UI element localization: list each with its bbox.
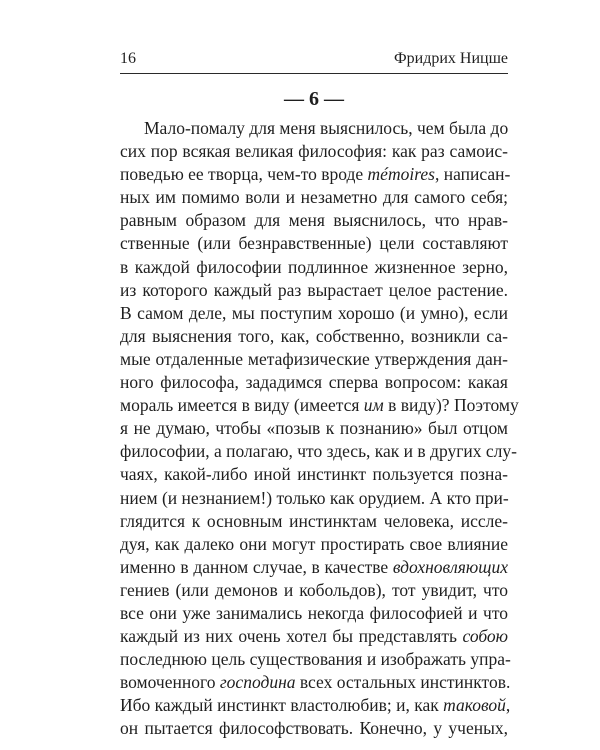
text-line: ного философа, зададимся сперва вопросом: какая xyxy=(120,372,508,393)
text-line: из которого каждый раз вырастает целое растение. xyxy=(120,279,508,300)
text-line: он пытается философствовать. Конечно, у ученых, xyxy=(120,718,508,739)
text-line: равным образом для меня выяснилось, что нрав- xyxy=(120,210,508,231)
text-line xyxy=(120,671,511,694)
italic-term: mémoires xyxy=(367,164,435,185)
text-line: Мало-помалу для меня выяснилось, чем была до xyxy=(144,118,509,138)
text-segment: всех остальных инстинктов. xyxy=(295,672,511,693)
running-title: Фридрих Ницше xyxy=(393,50,508,67)
text-line: сих пор всякая великая философия: как раз самоис- xyxy=(120,141,508,162)
text-segment: в виду)? Поэтому xyxy=(383,395,519,416)
italic-term: им xyxy=(363,395,384,416)
text-line: я не думаю, чтобы «позыв к познанию» был отцом xyxy=(120,418,508,439)
running-header xyxy=(120,46,508,72)
text-line: последнюю цель существования и изображать упра- xyxy=(120,649,511,670)
italic-term: вдохновляющих xyxy=(392,556,508,577)
text-segment: мораль имеется в виду (имеется xyxy=(120,395,364,416)
text-segment: , xyxy=(505,695,511,716)
text-segment: каждый из них очень хотел бы представлять xyxy=(120,626,463,647)
text-line: мые отдаленные метафизические утверждения дан- xyxy=(120,348,508,369)
page-number: 16 xyxy=(120,50,136,67)
text-line: философии, а полагаю, что здесь, как и в других слу- xyxy=(120,441,517,462)
text-line: В самом деле, мы поступим хорошо (и умно), если xyxy=(120,302,508,323)
text-segment: поведью ее творца, чем-то вроде xyxy=(120,164,368,185)
text-line: гениев (или демонов и кобольдов), тот увидит, что xyxy=(120,579,508,600)
text-line: чаях, какой-либо иной инстинкт пользуется позна- xyxy=(120,464,508,485)
text-line xyxy=(120,625,508,648)
italic-term: господина xyxy=(219,672,296,693)
text-segment: , написан- xyxy=(434,164,511,185)
text-segment: именно в данном случае, в качестве xyxy=(120,556,393,577)
header-rule xyxy=(120,73,508,74)
text-line: глядится к основным инстинктам человека, иссле- xyxy=(120,510,508,531)
text-line: ных им помимо воли и незаметно для самого себя; xyxy=(120,187,508,208)
text-line: все они уже занимались некогда философией и что xyxy=(120,602,508,623)
italic-term: собою xyxy=(462,626,508,647)
text-line: ственные (или безнравственные) цели составляют xyxy=(120,233,508,254)
text-line: дуя, как далеко они могут простирать свое влияние xyxy=(120,533,508,554)
text-line xyxy=(120,163,511,186)
text-segment: Ибо каждый инстинкт властолюбив; и, как xyxy=(120,695,444,716)
text-segment: вомоченного xyxy=(120,672,220,693)
text-line xyxy=(120,394,519,417)
text-line: нием (и незнанием!) только как орудием. А кто при- xyxy=(120,487,509,508)
text-line: в каждой философии подлинное жизненное зерно, xyxy=(120,256,508,277)
section-number: — 6 — xyxy=(284,88,344,110)
italic-term: таковой xyxy=(443,695,506,716)
text-line xyxy=(120,694,511,717)
body-text xyxy=(120,117,519,741)
text-line xyxy=(120,556,508,579)
text-line: для выяснения того, как, собственно, возникли са- xyxy=(120,325,508,346)
